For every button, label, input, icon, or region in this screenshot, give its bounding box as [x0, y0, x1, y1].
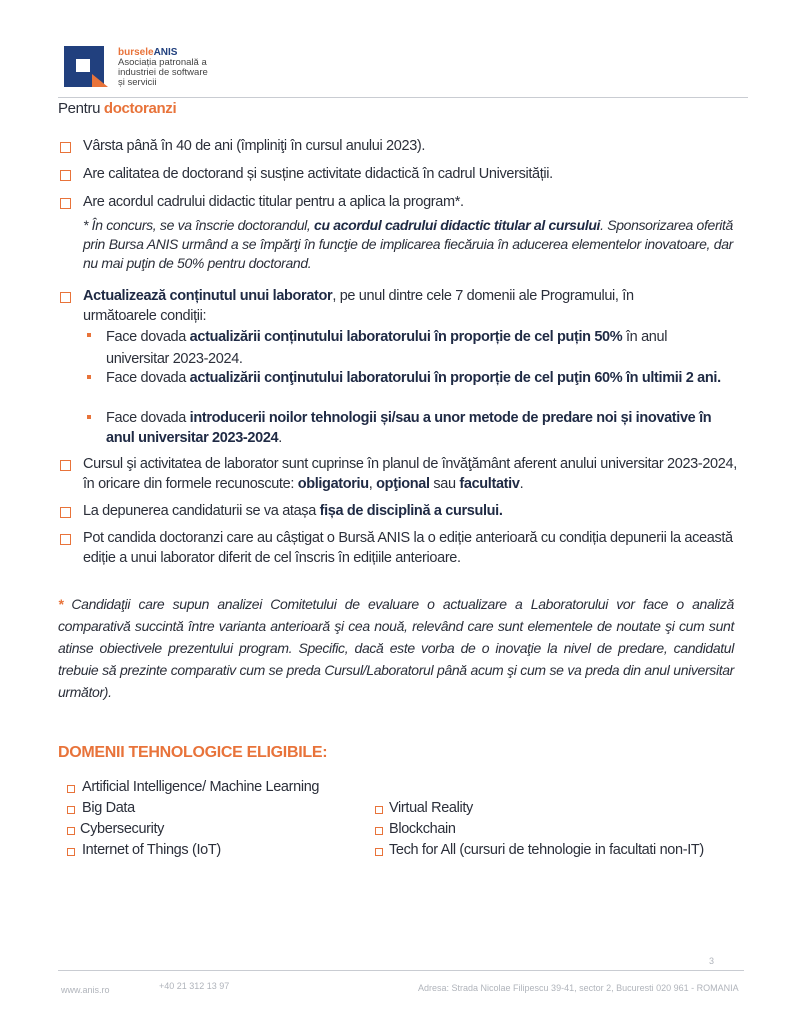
list-item: Vârsta până în 40 de ani (împliniţi în cursul anului 2023). — [83, 138, 426, 154]
checkbox-icon — [60, 534, 71, 545]
domain-item: Tech for All (cursuri de tehnologie in facultati non-IT) — [389, 842, 704, 858]
sub-b: actualizării conţinutului laboratorului în proporție de cel puţin 60% în ultimii 2 ani. — [189, 370, 721, 386]
brand-text — [118, 48, 208, 88]
footer-web[interactable]: www.anis.ro — [61, 985, 110, 995]
list-item: Pot candida doctoranzi care au câștigat o Bursă ANIS la o ediție anterioară cu condiția depunerii la această ediție a unui laborator diferit de cel înscris în edițiile anterioare. — [83, 530, 733, 566]
checkbox-icon — [60, 198, 71, 209]
brand-sub: industriei de software — [118, 67, 208, 78]
list-item — [83, 454, 743, 494]
sub-b: actualizării conținutului laboratorului în proporție de cel puțin 50% — [189, 329, 623, 345]
checkbox-icon — [375, 827, 383, 835]
sub-a: Face dovada — [106, 410, 190, 426]
list-item: Are acordul cadrului didactic titular pentru a aplica la program*. — [83, 194, 464, 210]
footer-divider — [58, 970, 744, 971]
brand-b: ANIS — [153, 47, 178, 58]
bullet-icon — [87, 333, 91, 337]
sub-a: Face dovada — [106, 370, 190, 386]
note-2-star: * — [58, 596, 64, 612]
note-1-c: . Sponsorizarea oferită prin Bursa ANIS urmând a se împărţi în funcţie de implicarea fiecăruia în aducerea elementelor inovatoare, dar nu mai puţin de 50% pentru doctorand. — [83, 217, 733, 271]
note-2-text: Candidaţii care supun analizei Comitetului de evaluare o actualizare a Laboratorului vor face o analiză comparativă succintă între varianta anterioară şi cea nouă, relevând care sunt elementele de noutate şi cum sunt atinse obiectivele prezentului program. Specific, dacă este vorba de o inovaţie la nivel de predare, candidatul trebuie să prezinte comparativ cum se preda Cursul/Laboratorul până acum şi cum se va preda din anul universitar următor). — [58, 596, 734, 700]
section-title — [58, 98, 176, 119]
checkbox-icon — [67, 827, 75, 835]
checkbox-icon — [60, 507, 71, 518]
sub-b: introducerii noilor tehnologii și/sau a unor metode de predare noi și inovative în anul universitar 2023-2024 — [106, 410, 712, 446]
checkbox-icon — [375, 848, 383, 856]
domain-item: Virtual Reality — [389, 800, 473, 816]
checkbox-icon — [67, 848, 75, 856]
t: , — [368, 476, 377, 492]
footer-address: Adresa: Strada Nicolae Filipescu 39-41, sector 2, Bucuresti 020 961 - ROMANIA — [418, 983, 739, 993]
checkbox-icon — [67, 785, 75, 793]
t: facultativ — [459, 476, 520, 492]
checkbox-icon — [375, 806, 383, 814]
sub-item — [106, 326, 726, 370]
t: obligatoriu — [297, 476, 369, 492]
page-number: 3 — [709, 956, 715, 966]
logo — [64, 46, 110, 88]
checkbox-icon — [60, 142, 71, 153]
footer-phone: +40 21 312 13 97 — [159, 981, 230, 991]
domain-item: Blockchain — [389, 821, 456, 837]
t: . — [519, 476, 524, 492]
lab-rest: , pe unul dintre cele 7 domenii ale Programului, în următoarele condiții: — [83, 288, 634, 324]
checkbox-icon — [60, 460, 71, 471]
brand-sub: Asociația patronală a — [118, 57, 207, 68]
t: sau — [429, 476, 460, 492]
sub-a: Face dovada — [106, 329, 190, 345]
note-2 — [58, 593, 734, 703]
t: La depunerea candidaturii se va atașa — [83, 503, 320, 519]
checkbox-icon — [60, 292, 71, 303]
domain-item: Big Data — [82, 800, 135, 816]
sub-c: . — [278, 430, 282, 446]
domain-item: Artificial Intelligence/ Machine Learning — [82, 779, 320, 795]
domain-item: Cybersecurity — [80, 821, 165, 837]
note-1-a: * În concurs, se va înscrie doctorandul, — [83, 217, 315, 233]
lab-bold: Actualizează conținutul unui laborator — [83, 288, 333, 304]
bullet-icon — [87, 375, 91, 379]
sub-item — [106, 368, 726, 388]
list-item-lab — [83, 286, 643, 326]
checkbox-icon — [60, 170, 71, 181]
list-item: Are calitatea de doctorand și susține activitate didactică în cadrul Universității. — [83, 166, 553, 182]
brand-a: bursele — [118, 47, 154, 58]
t: opţional — [376, 476, 430, 492]
list-item — [83, 501, 503, 522]
sub-item — [106, 408, 726, 448]
checkbox-icon — [67, 806, 75, 814]
domains-title: DOMENII TEHNOLOGICE ELIGIBILE: — [58, 744, 328, 761]
domain-item: Internet of Things (IoT) — [82, 842, 221, 858]
t: fișa de disciplină a cursului. — [319, 503, 503, 519]
section-title-a: Pentru — [58, 100, 104, 117]
note-1-b: cu acordul cadrului didactic titular al cursului — [314, 217, 601, 233]
bullet-icon — [87, 415, 91, 419]
brand-sub: și servicii — [118, 77, 157, 88]
t: Cursul şi activitatea de laborator sunt cuprinse în planul de învăţământ aferent anului universitar 2023-2024, în oricare din formele recunoscute: — [83, 456, 737, 492]
sub-c: în anul universitar 2023-2024. — [106, 329, 668, 367]
note-1 — [83, 216, 733, 273]
section-title-b: doctoranzi — [103, 100, 177, 117]
